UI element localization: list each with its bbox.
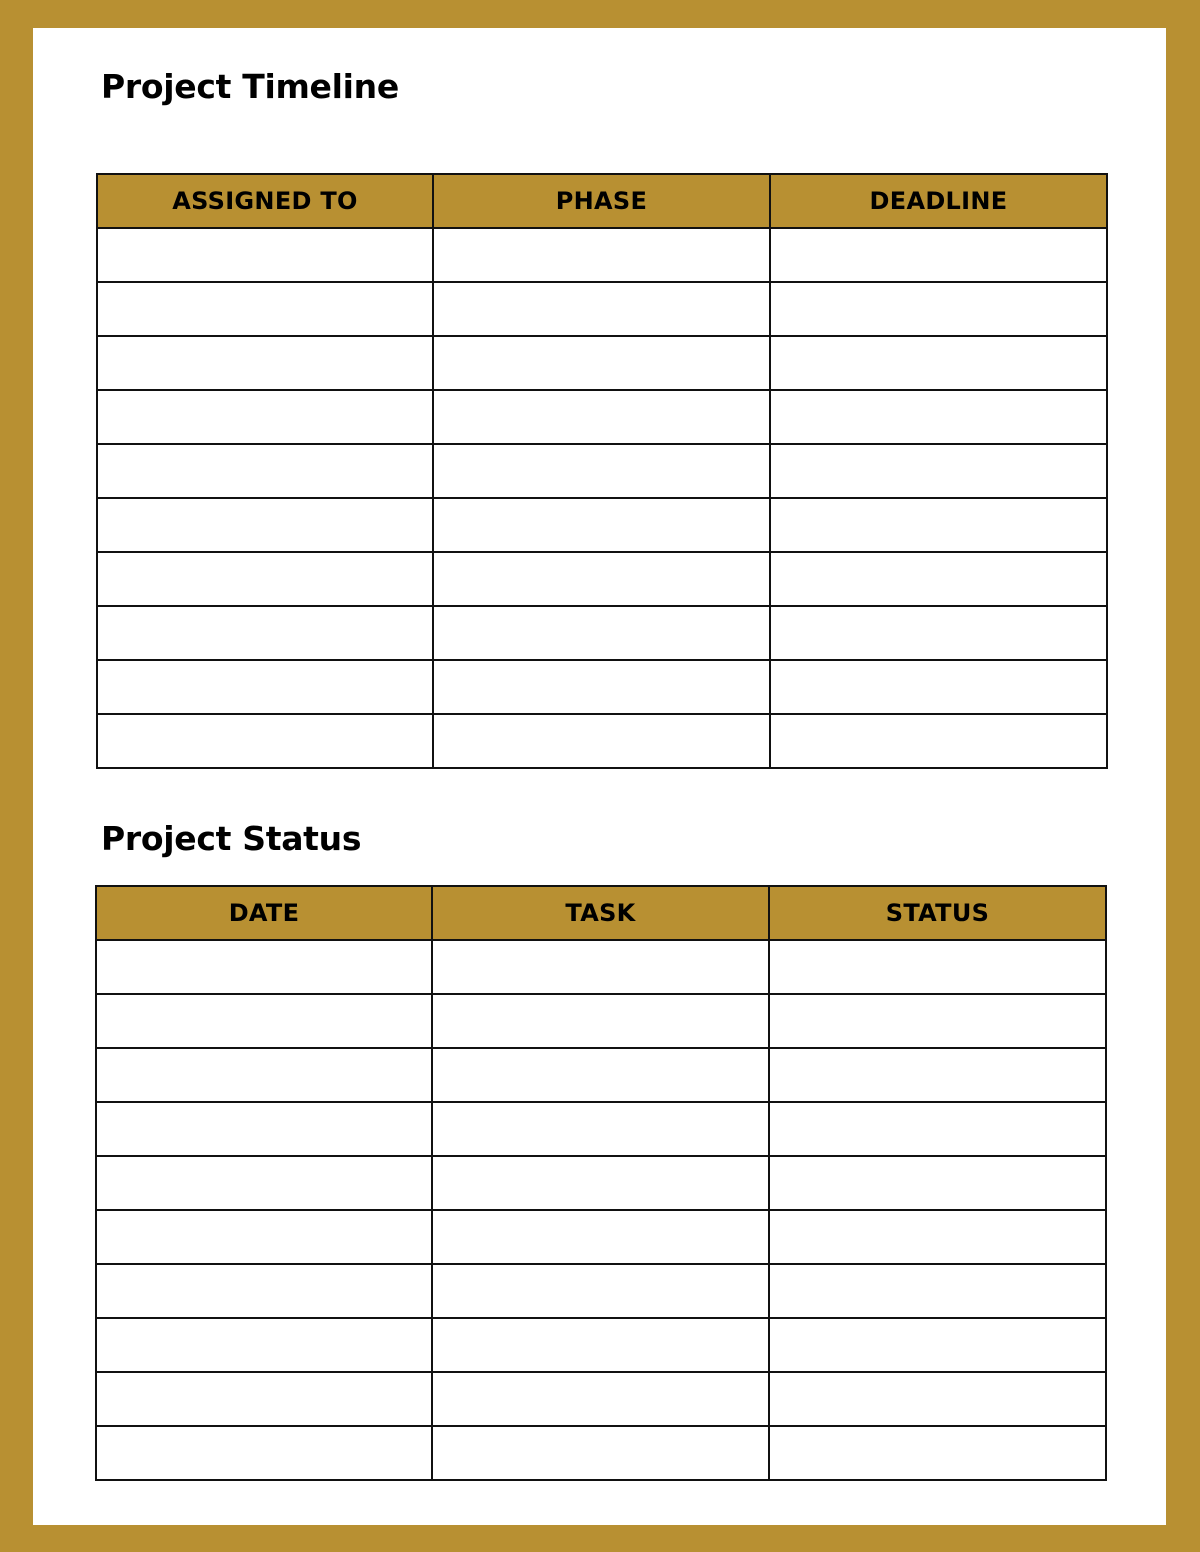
date-cell[interactable] — [96, 1426, 432, 1480]
timeline-title: Project Timeline — [101, 67, 399, 106]
status-cell[interactable] — [769, 1264, 1106, 1318]
date-cell[interactable] — [96, 994, 432, 1048]
column-header-deadline: DEADLINE — [770, 174, 1107, 228]
phase-cell[interactable] — [433, 390, 770, 444]
deadline-cell[interactable] — [770, 660, 1107, 714]
assigned-to-cell[interactable] — [97, 552, 433, 606]
phase-cell[interactable] — [433, 660, 770, 714]
task-cell[interactable] — [432, 1210, 769, 1264]
date-cell[interactable] — [96, 1318, 432, 1372]
task-cell[interactable] — [432, 1048, 769, 1102]
table-row — [96, 1156, 1106, 1210]
table-row — [97, 228, 1107, 282]
status-cell[interactable] — [769, 1372, 1106, 1426]
assigned-to-cell[interactable] — [97, 660, 433, 714]
deadline-cell[interactable] — [770, 336, 1107, 390]
task-cell[interactable] — [432, 1264, 769, 1318]
table-row — [96, 1048, 1106, 1102]
status-title: Project Status — [101, 819, 362, 858]
date-cell[interactable] — [96, 1048, 432, 1102]
phase-cell[interactable] — [433, 282, 770, 336]
table-row — [96, 1210, 1106, 1264]
phase-cell[interactable] — [433, 228, 770, 282]
assigned-to-cell[interactable] — [97, 444, 433, 498]
phase-cell[interactable] — [433, 714, 770, 768]
column-header-assigned-to: ASSIGNED TO — [97, 174, 433, 228]
table-row — [96, 1102, 1106, 1156]
table-row — [97, 714, 1107, 768]
date-cell[interactable] — [96, 1210, 432, 1264]
task-cell[interactable] — [432, 940, 769, 994]
deadline-cell[interactable] — [770, 390, 1107, 444]
table-row — [97, 336, 1107, 390]
table-row — [96, 1426, 1106, 1480]
deadline-cell[interactable] — [770, 228, 1107, 282]
assigned-to-cell[interactable] — [97, 390, 433, 444]
assigned-to-cell[interactable] — [97, 282, 433, 336]
assigned-to-cell[interactable] — [97, 606, 433, 660]
task-cell[interactable] — [432, 1156, 769, 1210]
column-header-task: TASK — [432, 886, 769, 940]
table-row — [97, 282, 1107, 336]
table-row — [97, 444, 1107, 498]
deadline-cell[interactable] — [770, 552, 1107, 606]
deadline-cell[interactable] — [770, 606, 1107, 660]
assigned-to-cell[interactable] — [97, 336, 433, 390]
status-header-row — [96, 886, 1106, 940]
deadline-cell[interactable] — [770, 498, 1107, 552]
date-cell[interactable] — [96, 1372, 432, 1426]
status-cell[interactable] — [769, 940, 1106, 994]
task-cell[interactable] — [432, 1426, 769, 1480]
table-row — [96, 1318, 1106, 1372]
status-cell[interactable] — [769, 1156, 1106, 1210]
phase-cell[interactable] — [433, 444, 770, 498]
phase-cell[interactable] — [433, 336, 770, 390]
status-cell[interactable] — [769, 1210, 1106, 1264]
assigned-to-cell[interactable] — [97, 714, 433, 768]
task-cell[interactable] — [432, 1372, 769, 1426]
deadline-cell[interactable] — [770, 444, 1107, 498]
table-row — [96, 1372, 1106, 1426]
phase-cell[interactable] — [433, 606, 770, 660]
column-header-date: DATE — [96, 886, 432, 940]
table-row — [97, 552, 1107, 606]
status-cell[interactable] — [769, 1426, 1106, 1480]
assigned-to-cell[interactable] — [97, 228, 433, 282]
table-row — [97, 606, 1107, 660]
status-table — [95, 885, 1107, 1481]
column-header-status: STATUS — [769, 886, 1106, 940]
table-row — [96, 940, 1106, 994]
status-cell[interactable] — [769, 1048, 1106, 1102]
phase-cell[interactable] — [433, 552, 770, 606]
document-page — [33, 28, 1166, 1525]
column-header-phase: PHASE — [433, 174, 770, 228]
deadline-cell[interactable] — [770, 714, 1107, 768]
status-cell[interactable] — [769, 1318, 1106, 1372]
table-row — [96, 994, 1106, 1048]
table-row — [97, 660, 1107, 714]
status-cell[interactable] — [769, 1102, 1106, 1156]
phase-cell[interactable] — [433, 498, 770, 552]
task-cell[interactable] — [432, 1318, 769, 1372]
date-cell[interactable] — [96, 1102, 432, 1156]
date-cell[interactable] — [96, 1264, 432, 1318]
table-row — [96, 1264, 1106, 1318]
table-row — [97, 390, 1107, 444]
date-cell[interactable] — [96, 1156, 432, 1210]
timeline-table — [96, 173, 1108, 769]
timeline-header-row — [97, 174, 1107, 228]
task-cell[interactable] — [432, 994, 769, 1048]
status-cell[interactable] — [769, 994, 1106, 1048]
table-row — [97, 498, 1107, 552]
task-cell[interactable] — [432, 1102, 769, 1156]
date-cell[interactable] — [96, 940, 432, 994]
deadline-cell[interactable] — [770, 282, 1107, 336]
assigned-to-cell[interactable] — [97, 498, 433, 552]
